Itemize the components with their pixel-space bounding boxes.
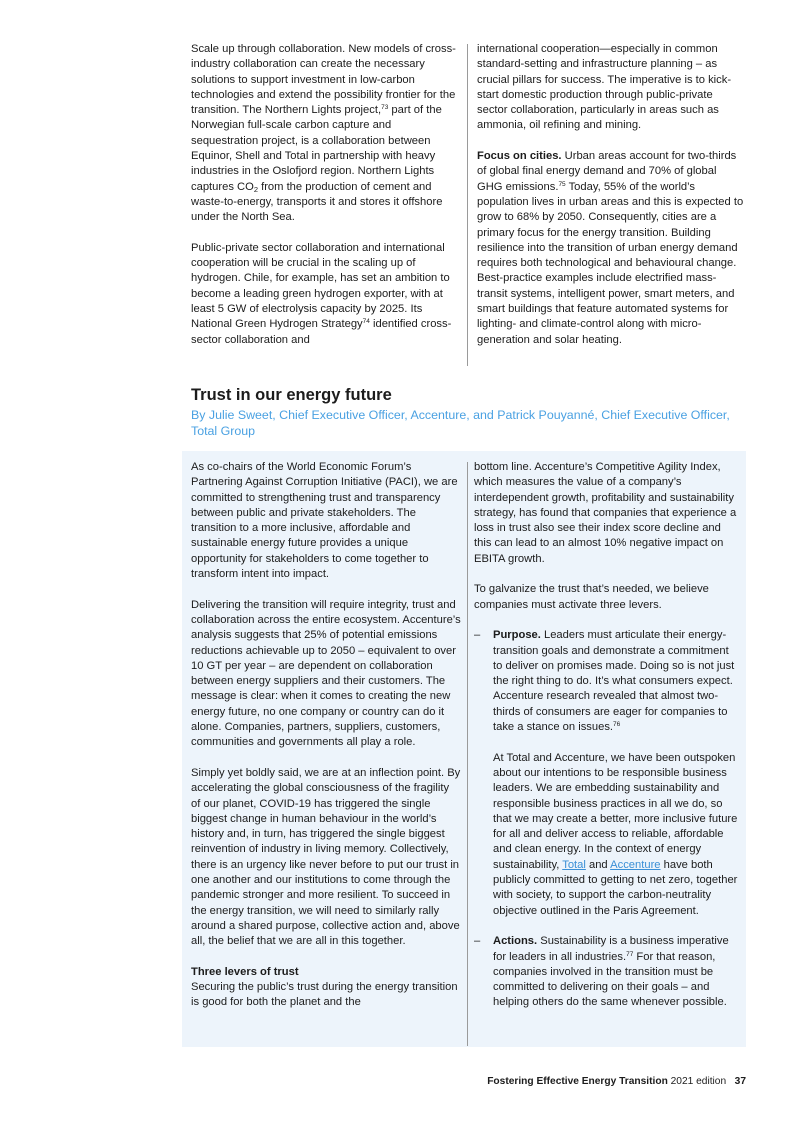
levers-list	[474, 628, 740, 1010]
column-divider-top	[467, 44, 468, 366]
footnote-ref: 74	[362, 318, 370, 326]
footnote-ref: 75	[558, 180, 566, 188]
paragraph-integrity: Delivering the transition will require integrity, trust and collaboration across the entire ecosystem. Accenture’s analysis suggests that 25% of potential emissions reductions achievable up to 2050 – equivalent to over 10 GT per year – are dependent on collaboration between energy suppliers and their customers. The message is clear: when it comes to creating the new energy future, no one company or country can do it alone. Companies, partners, suppliers, customers, communities and governments all play a role.	[191, 598, 461, 749]
box-right-column	[474, 460, 740, 1011]
paragraph-inflection-point: Simply yet boldly said, we are at an inflection point. By accelerating the global consciousness of the fragility of our planet, COVID-19 has triggered the single biggest change in human behaviour in the world’s history and, in turn, has triggered the single biggest reinvention of industry in living memory. Collectively, there is an urgency like never before to put our trust in one another and our institutions to come through the pandemic stronger and more resilient. To succeed in the energy transition, we will need to similarly rally around a shared purpose, collective action and, above all, the belief that we are all in this together.	[191, 766, 461, 948]
dash-bullet: –	[474, 629, 481, 642]
subheading-three-levers: Three levers of trust	[191, 965, 299, 978]
page-footer	[300, 1076, 746, 1087]
box-left-column	[191, 460, 461, 1011]
footnote-ref: 76	[613, 721, 621, 729]
page-number: 37	[734, 1076, 746, 1087]
list-item-purpose: – Purpose. Leaders must articulate their energy-transition goals and demonstrate a commitment to deliver on promises made. Doing so is not just the right thing to do. It’s what consumers expect. Accenture research revealed that almost two-thirds of consumers are eager for companies to take a stance on issues.$^{76}$ At Total and Accenture, we have been outspoken about our intentions to be responsible business leaders. We are embedding sustainability and responsible business practices in all we do, so that we may create a better, more inclusive future for all and deliver access to reliable, affordable and clean energy. In the context of energy sustainability, Total and Accenture have both publicly committed to getting to net zero, together with society, to support the carbon-neutrality objective outlined in the Paris Agreement.	[474, 629, 738, 917]
section-title: Trust in our energy future	[191, 386, 392, 404]
footnote-ref: 77	[626, 950, 634, 958]
paragraph-competitive-agility: bottom line. Accenture’s Competitive Agility Index, which measures the value of a company’s interdependent growth, profitability and sustainability strategy, has found that companies that experience a loss in trust also see their index score decline and this can lead to an almost 10% negative impact on EBITA growth.	[474, 461, 737, 565]
paragraph-focus-cities: Focus on cities. Urban areas account for two-thirds of global final energy demand and 70% of global GHG emissions.$^{75}$ Today, 55% of the world’s population lives in urban areas and this is expected to grow to 68% by 2050. Consequently, cities are a primary focus for the energy transition. Building resilience into the transition of urban energy demand requires both technological and behavioural change. Best-practice examples include electrified mass-transit systems, intelligent power, smart meters, and smart buildings that feature automated systems for lighting- and climate-control along with micro-generation and solar heating.	[477, 150, 744, 346]
footer-edition: 2021 edition	[667, 1076, 727, 1087]
link-accenture[interactable]: Accenture	[610, 858, 661, 871]
top-right-column	[477, 42, 745, 348]
column-divider-box	[467, 462, 468, 1046]
list-item-actions: – Actions. Sustainability is a business imperative for leaders in all industries.$^{77}$ For that reason, companies involved in the transition must be committed to delivering on their goals – and helping others do the same whenever possible.	[474, 935, 729, 1009]
paragraph-galvanize: To galvanize the trust that’s needed, we believe companies must activate three levers.	[474, 583, 709, 611]
paragraph-cooperation: international cooperation—especially in common standard-setting and infrastructure planning – as crucial pillars for success. The imperative is to kick-start domestic production through public-private sector collaboration, particularly in areas such as ammonia, oil refining and mining.	[477, 43, 732, 132]
dash-bullet: –	[474, 935, 481, 948]
paragraph-securing-trust: Securing the public’s trust during the energy transition is good for both the planet and the	[191, 981, 458, 1009]
paragraph-northern-lights: Scale up through collaboration. New models of cross-industry collaboration can create the necessary solutions to support investment in low-carbon technologies and extend the possibility frontier for the transition. The Northern Lights project,$^{73}$ part of the Norwegian full-scale carbon capture and sequestration project, is a collaboration between Equinor, Shell and Total in partnership with heavy industries in the Oslofjord region. Northern Lights captures $CO_2$ from the production of cement and waste-to-energy, transports it and stores it offshore under the North Sea.	[191, 43, 456, 224]
paragraph-hydrogen: Public-private sector collaboration and international cooperation will be crucial in the scaling up of hydrogen. Chile, for example, has set an ambition to become a leading green hydrogen exporter, with at least 5 GW of electrolysis capacity by 2025. Its National Green Hydrogen Strategy$^{74}$ identified cross-sector collaboration and	[191, 241, 452, 346]
footer-report-title: Fostering Effective Energy Transition	[487, 1076, 668, 1087]
paragraph-paci: As co-chairs of the World Economic Forum’s Partnering Against Corruption Initiative (PACI), we are committed to strengthening trust and transparency between public and private stakeholders. The transition to a more inclusive, affordable and sustainable energy future provides a unique opportunity for stakeholders to come together to transform intent into impact.	[191, 461, 458, 581]
top-left-column	[191, 42, 461, 348]
link-total[interactable]: Total	[562, 858, 586, 871]
footnote-ref: 73	[381, 104, 389, 112]
section-byline: By Julie Sweet, Chief Executive Officer, Accenture, and Patrick Pouyanné, Chief Executive Officer, Total Group	[191, 408, 730, 438]
